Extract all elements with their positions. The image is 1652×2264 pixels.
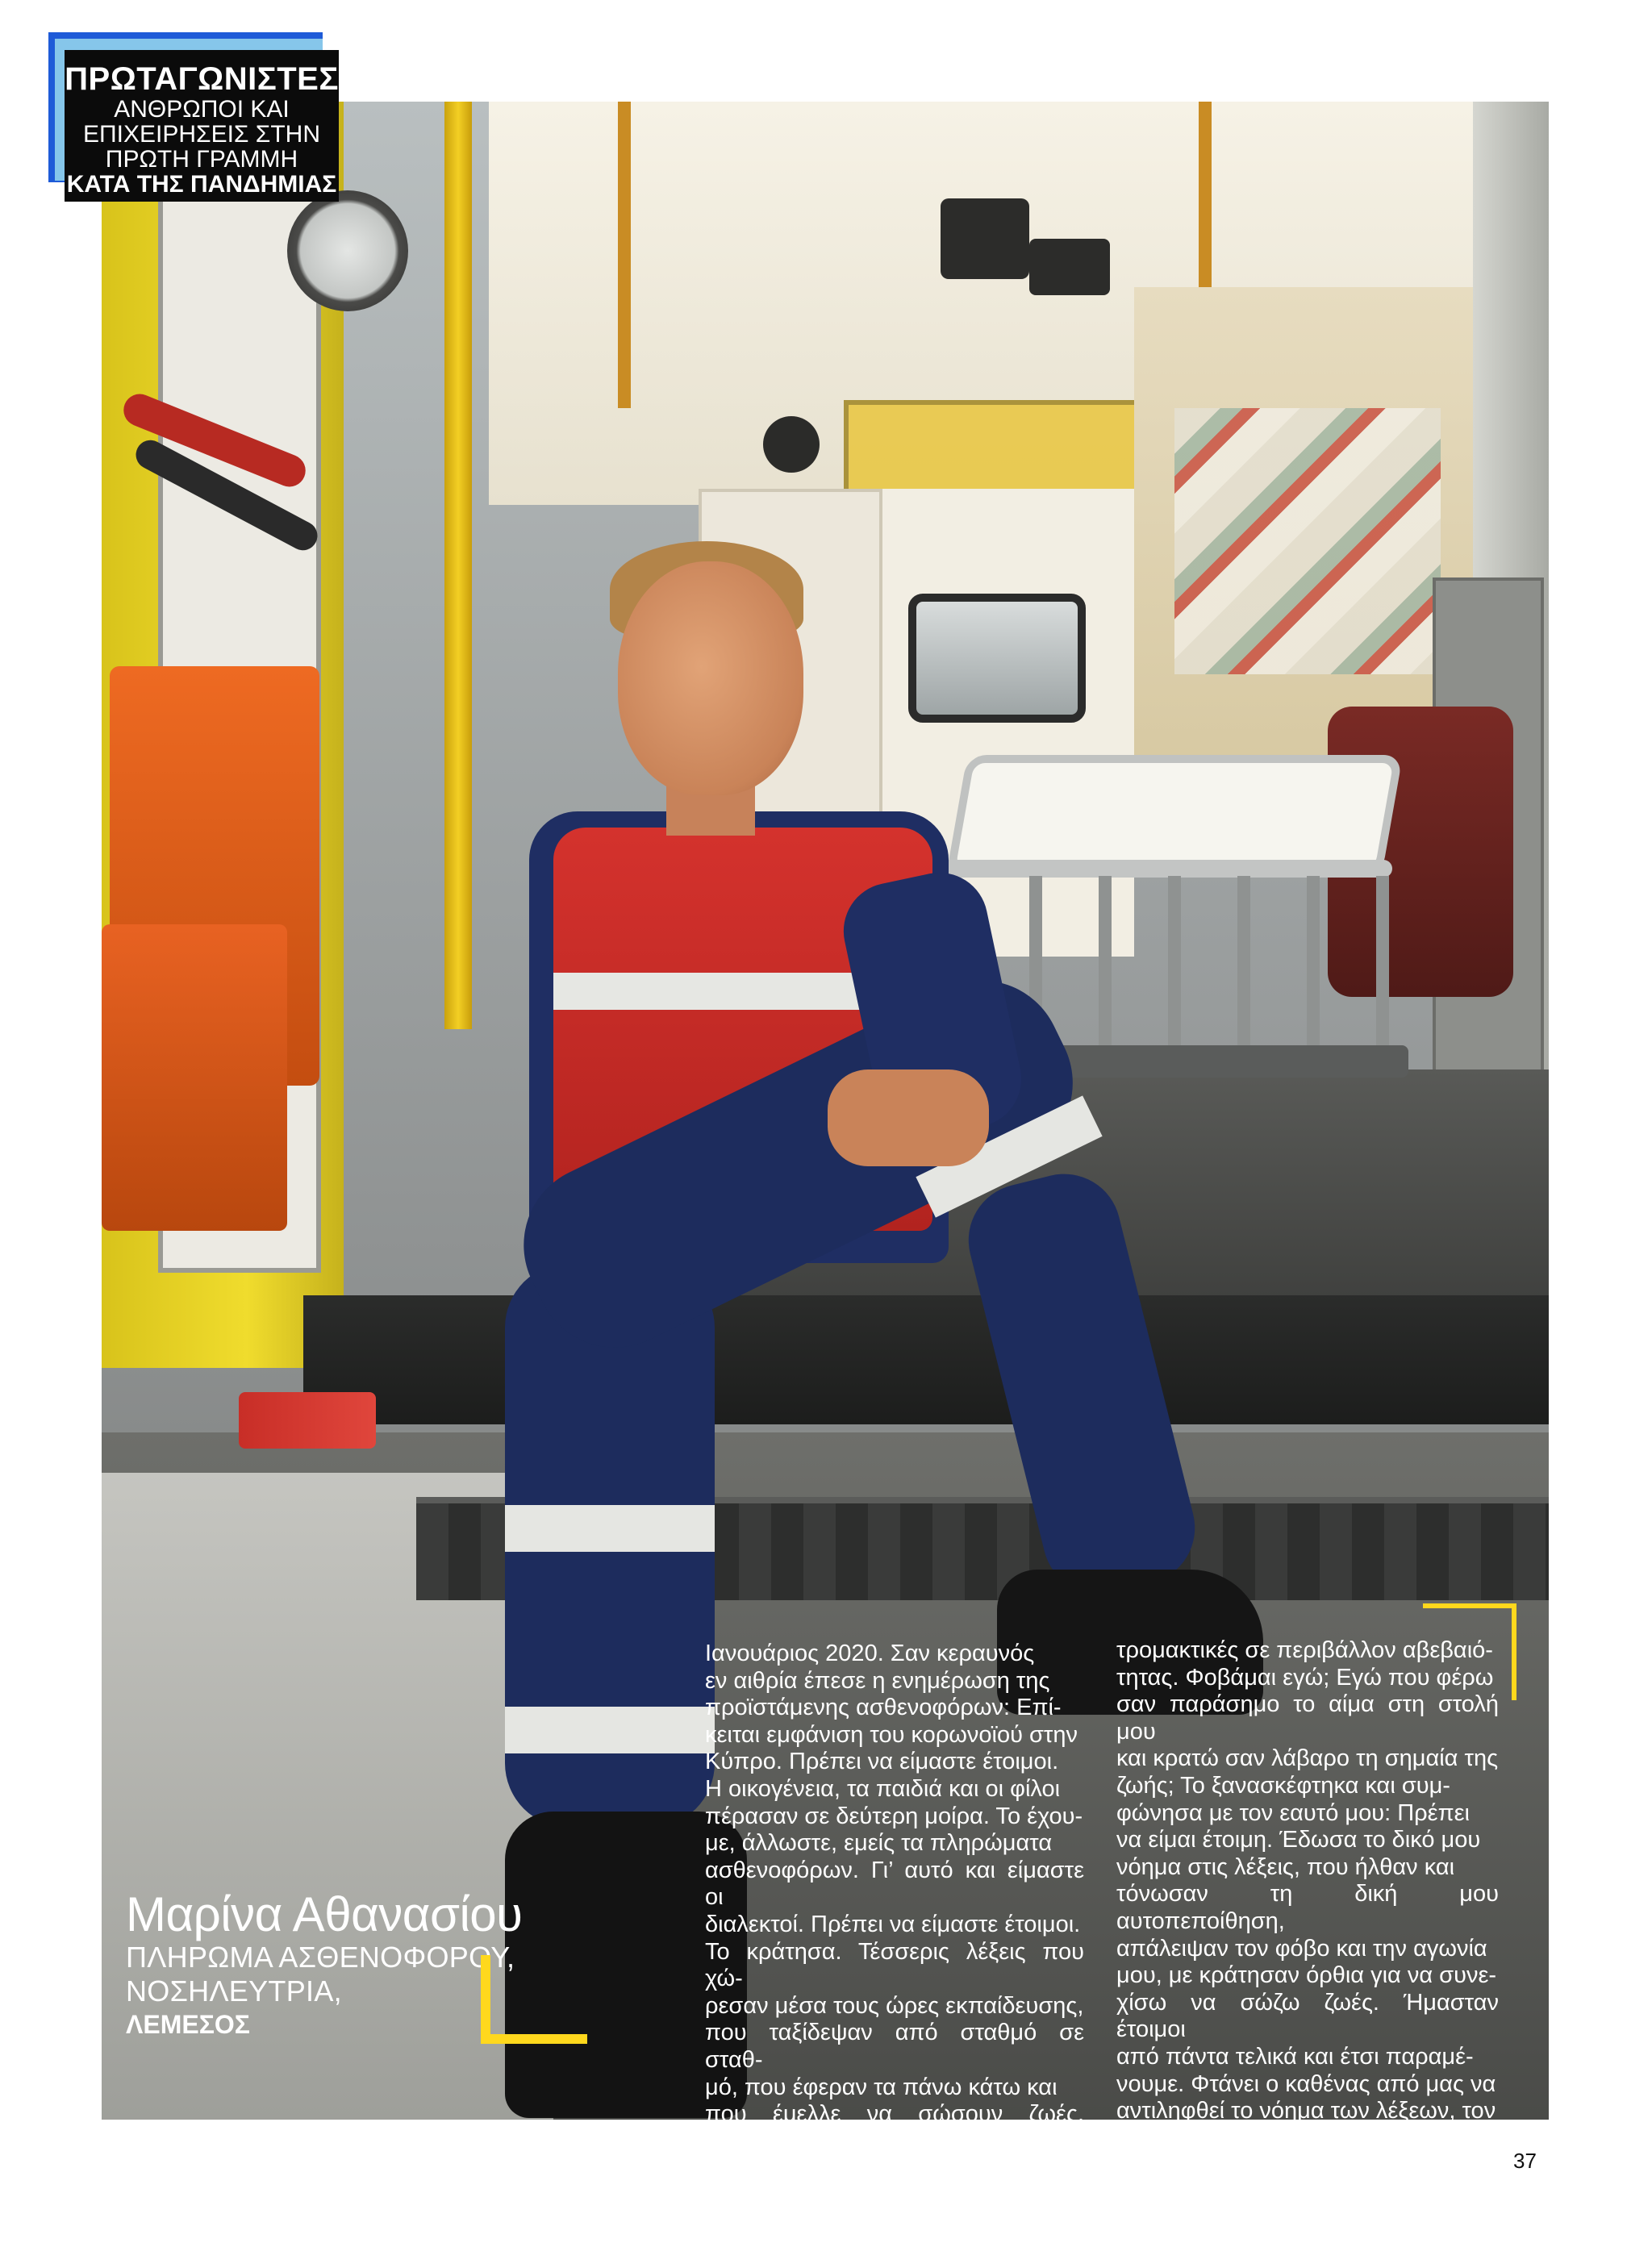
person-role: ΝΟΣΗΛΕΥΤΡΙΑ, <box>126 1974 342 2008</box>
article-line: αντιληφθεί το νόημα των λέξεων, τον <box>1116 2098 1496 2124</box>
grab-handle <box>444 102 472 1029</box>
article-line: φώνησα με τον εαυτό μου: Πρέπει <box>1116 1799 1470 1826</box>
article-line: ζωής; Το ξανασκέφτηκα και συμ- <box>1116 1772 1450 1799</box>
ceiling-light <box>1029 239 1110 295</box>
article-line: με, άλλωστε, εμείς τα πληρώματα <box>705 1830 1053 1857</box>
badge-line: ΠΡΩΤΗ ΓΡΑΜΜΗ <box>105 146 298 173</box>
badge-line: ΑΝΘΡΩΠΟΙ ΚΑΙ <box>114 96 290 123</box>
article-line: να είμαι έτοιμη. Έδωσα το δικό μου <box>1116 1827 1481 1853</box>
article-line: νόημα στις λέξεις, που ήλθαν και <box>1116 1853 1455 1880</box>
article-line: μέρα άλλαξαν τα πάντα γύρω από τη <box>705 2182 1084 2236</box>
article-line: τρομακτικές σε περιβάλλον αβεβαιό- <box>1116 1637 1493 1663</box>
article-line: απάλειψαν τον φόβο και την αγωνία <box>1116 1935 1487 1962</box>
section-badge <box>65 50 339 202</box>
article-line: ρεσαν μέσα τους ώρες εκπαίδευσης, <box>705 1992 1084 2019</box>
person-hands <box>828 1069 989 1166</box>
badge-line: ΕΠΙΧΕΙΡΗΣΕΙΣ ΣΤΗΝ <box>82 121 320 148</box>
article-line: ασθενοφόρων. Γι’ αυτό και είμαστε οι <box>705 1857 1084 1911</box>
article-line: Ιανουάριος 2020. Σαν κεραυνός <box>705 1641 1035 1666</box>
article-line: από πάντα τελικά και έτσι παραμέ- <box>1116 2043 1474 2070</box>
article-line: Κύπρο. Πρέπει να είμαστε έτοιμοι. <box>705 1749 1059 1775</box>
article-line: μου, με κράτησαν όρθια για να συνε- <box>1116 1962 1497 1989</box>
ceiling-light <box>941 198 1029 279</box>
article-line: που έμελλε να σώσουν ζωές. Πρώτες <box>705 2101 1084 2154</box>
orange-equipment-bag <box>102 924 287 1231</box>
article-column-1 <box>705 1641 1084 2264</box>
article-line: σαν παράσημο το αίμα στη στολή μου <box>1116 1691 1499 1745</box>
rear-window <box>908 594 1086 723</box>
person-name: Μαρίνα Αθανασίου <box>126 1887 523 1941</box>
person-role: ΠΛΗΡΩΜΑ ΑΣΘΕΝΟΦΟΡΟΥ, <box>126 1941 515 1974</box>
article-line: Το κράτησα. Τέσσερις λέξεις που χώ- <box>705 1938 1084 1992</box>
article-line: τητας. Φοβάμαι εγώ; Εγώ που φέρω <box>1116 1664 1494 1691</box>
article-line: Η οικογένεια, τα παιδιά και οι φίλοι <box>705 1775 1061 1802</box>
ceiling-rail <box>618 102 631 408</box>
stretcher-rail <box>941 860 1392 878</box>
article-line: διαλεκτοί. Πρέπει να είμαστε έτοιμοι. <box>705 1911 1081 1937</box>
article-line: και κρατώ σαν λάβαρο τη σημαία της <box>1116 1745 1499 1772</box>
article-column-2 <box>1116 1637 1499 2206</box>
person-city: ΛΕΜΕΣΟΣ <box>126 2010 250 2039</box>
article-line: έτοιμοι από ποτέ. Όχι όμως άτρωτοι. <box>1116 2179 1495 2205</box>
speaker <box>763 416 820 473</box>
article-line: χίσω να σώζω ζωές. Ήμασταν έτοιμοι <box>1116 1989 1499 2043</box>
badge-line-bold: ΚΑΤΑ ΤΗΣ ΠΑΝΔΗΜΙΑΣ <box>66 171 337 198</box>
article-line: κειται εμφάνιση του κορωνοϊού στην <box>705 1721 1078 1748</box>
reflective-stripe <box>505 1707 715 1753</box>
rear-bumper <box>303 1295 1549 1424</box>
article-line: εν αιθρία έπεσε η ενημέρωση της <box>705 1667 1050 1694</box>
yellow-corner-bracket <box>481 1955 587 2044</box>
stretcher-mattress <box>946 755 1403 876</box>
article-line: διαχείριση των ασθενών. Συνθήκες <box>705 2237 1067 2263</box>
article-line: Ενάμιση χρόνο μετά δηλώνουμε πιο <box>1116 2152 1491 2179</box>
person-face <box>618 561 803 795</box>
badge-title: ΠΡΩΤΑΓΩΝΙΣΤΕΣ <box>65 61 339 97</box>
oxygen-gauge <box>287 190 408 311</box>
reflective-stripe <box>505 1505 715 1552</box>
article-line: τόνωσαν τη δική μου αυτοπεποίθηση, <box>1116 1881 1499 1934</box>
article-line: σκοπό του, το βάρος της ευθύνης. <box>1116 2124 1470 2151</box>
article-line: μό, που έφεραν τα πάνω κάτω και <box>705 2074 1058 2100</box>
article-line: κλήσεις: Φόβος και αγωνία. Σε μια <box>705 2155 1059 2182</box>
article-line: πέρασαν σε δεύτερη μοίρα. Το έχου- <box>705 1803 1083 1829</box>
page-number: 37 <box>1513 2149 1537 2173</box>
tail-light <box>239 1392 376 1449</box>
article-line: που ταξίδεψαν από σταθμό σε σταθ- <box>705 2020 1084 2073</box>
article-line: νουμε. Φτάνει ο καθένας από μας να <box>1116 2070 1496 2097</box>
shelf-supplies <box>1174 408 1441 674</box>
article-line: προϊστάμενης ασθενοφόρων: Επί- <box>705 1695 1062 1721</box>
